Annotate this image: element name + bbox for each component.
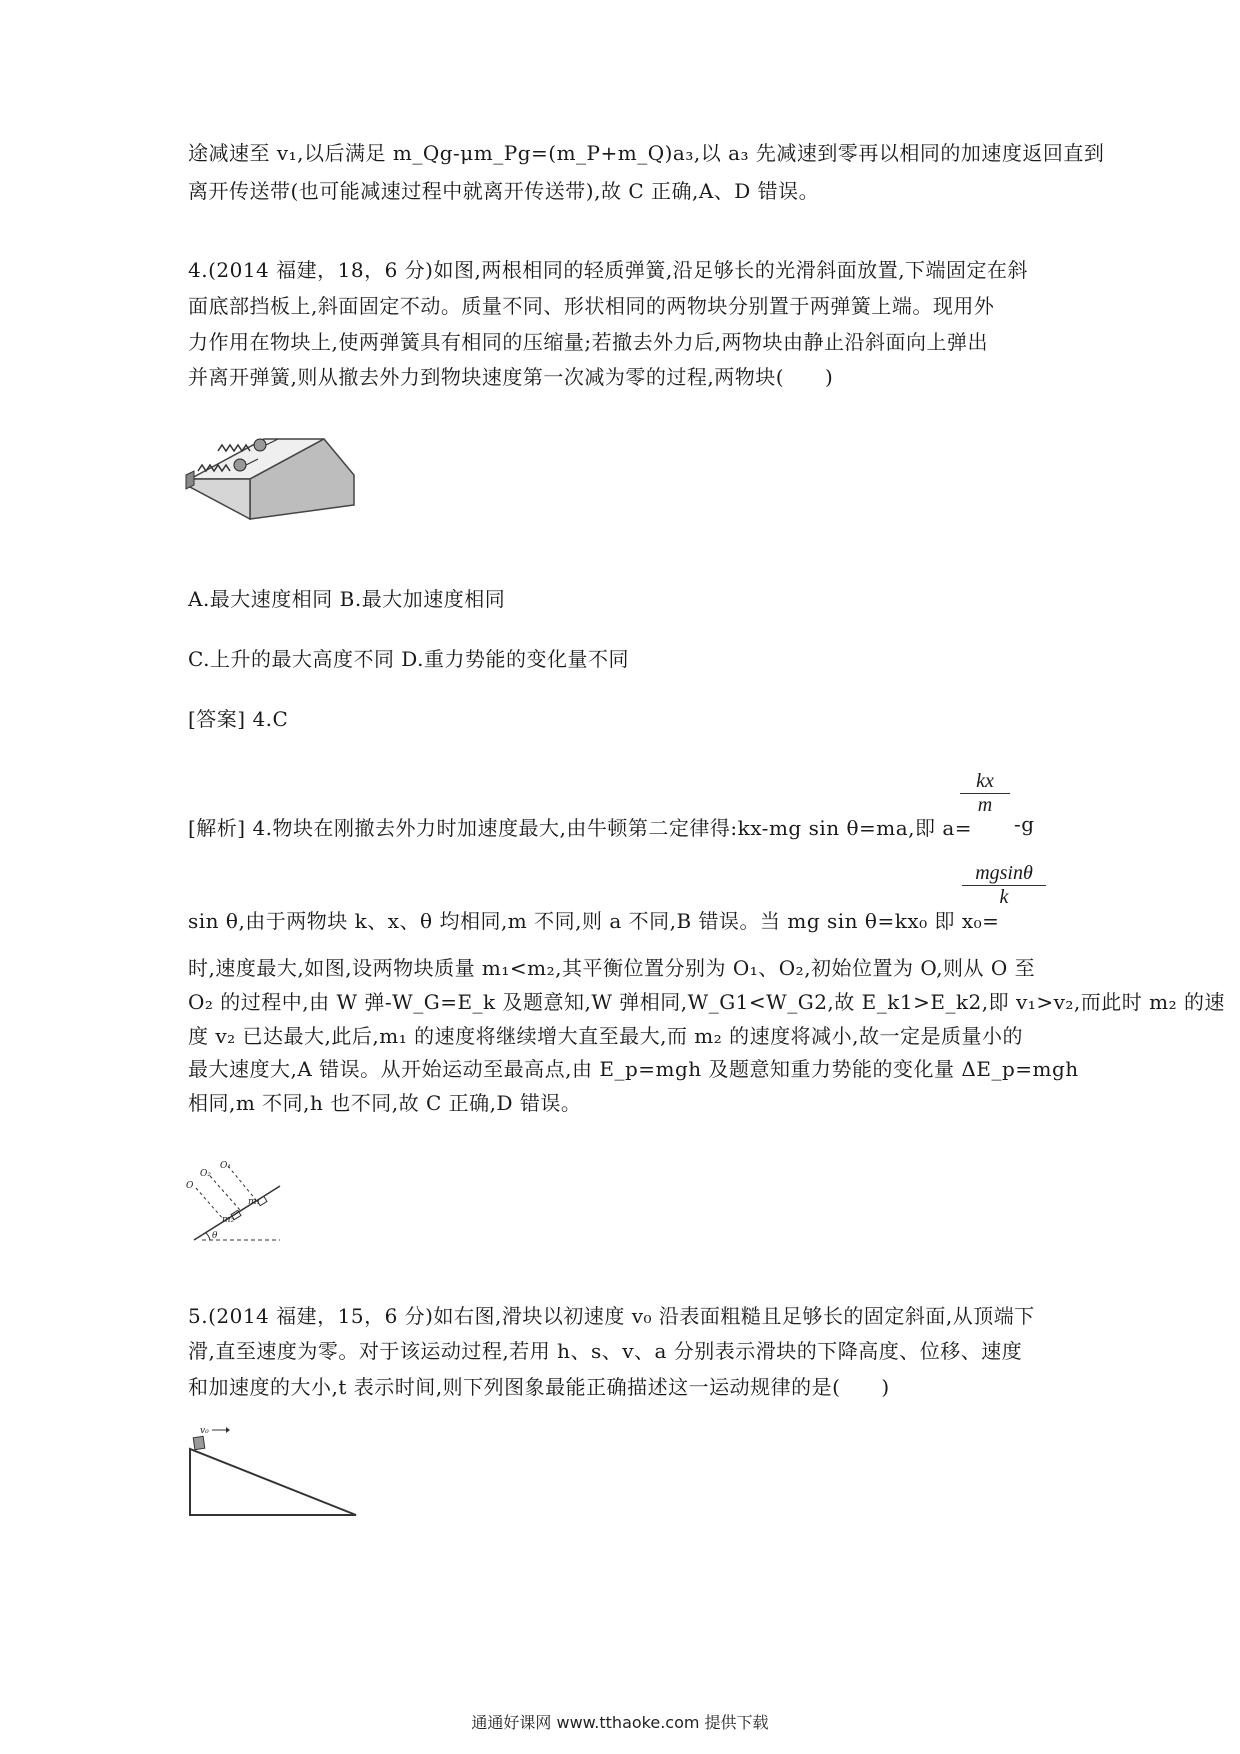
label-v0: v₀ (200, 1426, 209, 1436)
analysis-4-line: [解析] 4.物块在刚撤去外力时加速度最大,由牛顿第二定律得:kx-mg sin θ=ma,即 a= (188, 816, 973, 840)
label-o: O (186, 1181, 194, 1191)
analysis-4-line: 相同,m 不同,h 也不同,故 C 正确,D 错误。 (188, 1091, 582, 1115)
slider-incline-figure (186, 1425, 366, 1520)
option-c-d: C.上升的最大高度不同 D.重力势能的变化量不同 (188, 647, 629, 671)
label-m2: m₂ (222, 1215, 235, 1225)
analysis-4-line: sin θ,由于两物块 k、x、θ 均相同,m 不同,则 a 不同,B 错误。当 mg sin θ=kx₀ 即 x₀= (188, 909, 1000, 933)
question-4-line: 力作用在物块上,使两弹簧具有相同的压缩量;若撤去外力后,两物块由静止沿斜面向上弹出 (188, 330, 988, 354)
label-m1: m₁ (248, 1197, 261, 1207)
fraction-mgsin-over-k (962, 862, 1046, 909)
answer-4: [答案] 4.C (188, 707, 289, 731)
analysis-4-line: 最大速度大,A 错误。从开始运动至最高点,由 E_p=mgh 及题意知重力势能的变化量 ΔE_p=mgh (188, 1057, 1079, 1081)
fraction-numerator: kx (976, 770, 994, 792)
analysis-4-line: 时,速度最大,如图,设两物块质量 m₁<m₂,其平衡位置分别为 O₁、O₂,初始位置为 O,则从 O 至 (188, 956, 1036, 980)
question-4-line: 面底部挡板上,斜面固定不动。质量不同、形状相同的两物块分别置于两弹簧上端。现用外 (188, 294, 995, 318)
question-4-line: 4.(2014 福建，18，6 分)如图,两根相同的轻质弹簧,沿足够长的光滑斜面放置,下端固定在斜 (188, 258, 1029, 282)
option-a-b: A.最大速度相同 B.最大加速度相同 (188, 587, 506, 611)
page-footer: 通通好课网 www.tthaoke.com 提供下载 (471, 1713, 769, 1732)
question-5-line: 和加速度的大小,t 表示时间,则下列图象最能正确描述这一运动规律的是( ) (188, 1375, 890, 1399)
fraction-numerator: mgsinθ (975, 862, 1033, 884)
equilibrium-positions-figure (184, 1160, 284, 1250)
analysis-4-tail: -g (1014, 812, 1035, 836)
label-theta: θ (212, 1231, 218, 1241)
analysis-4-line: 度 v₂ 已达最大,此后,m₁ 的速度将继续增大直至最大,而 m₂ 的速度将减小,故一定是质量小的 (188, 1024, 1023, 1048)
fraction-denominator: k (999, 886, 1009, 908)
fraction-kx-over-m (960, 770, 1010, 817)
question-4-line: 并离开弹簧,则从撤去外力到物块速度第一次减为零的过程,两物块( ) (188, 365, 834, 389)
incline-springs-figure (184, 415, 364, 521)
fraction-denominator: m (977, 794, 993, 816)
analysis-4-line: O₂ 的过程中,由 W 弹-W_G=E_k 及题意知,W 弹相同,W_G1<W_G2,故 E_k1>E_k2,即 v₁>v₂,而此时 m₂ 的速 (188, 990, 1225, 1014)
question-5-line: 滑,直至速度为零。对于该运动过程,若用 h、s、v、a 分别表示滑块的下降高度、位移、速度 (188, 1339, 1023, 1363)
paragraph-line: 离开传送带(也可能减速过程中就离开传送带),故 C 正确,A、D 错误。 (188, 179, 820, 203)
label-o1: O₁ (220, 1161, 231, 1171)
question-5-line: 5.(2014 福建，15，6 分)如右图,滑块以初速度 v₀ 沿表面粗糙且足够长的固定斜面,从顶端下 (188, 1304, 1035, 1328)
label-o2: O₂ (200, 1169, 211, 1179)
paragraph-line: 途减速至 v₁,以后满足 m_Qg-μm_Pg=(m_P+m_Q)a₃,以 a₃ 先减速到零再以相同的加速度返回直到 (188, 141, 1105, 165)
